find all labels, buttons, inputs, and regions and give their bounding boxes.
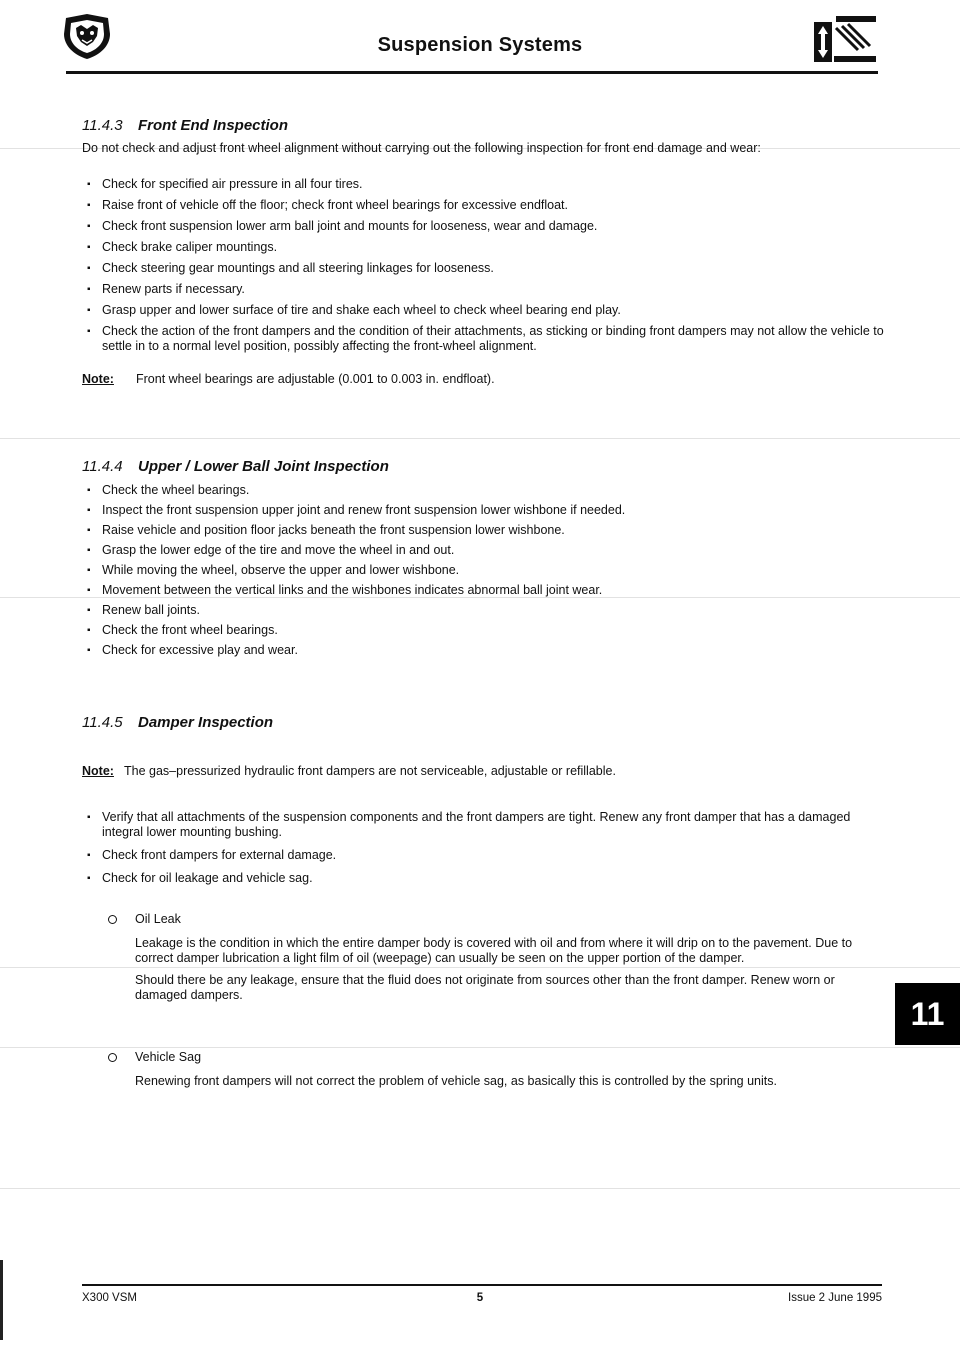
header-rule — [66, 71, 878, 74]
section-number: 11.4.5 — [82, 714, 123, 731]
note-label: Note: — [82, 764, 114, 778]
page-number: 5 — [476, 1292, 484, 1304]
section-heading-damper-inspection — [82, 714, 273, 731]
scan-line — [0, 1188, 960, 1189]
list-item: ▪ Check for oil leakage and vehicle sag. — [82, 871, 884, 886]
list-item: ▪ Check front suspension lower arm ball joint and mounts for looseness, wear and damage. — [82, 219, 884, 234]
sub-item-paragraph: Leakage is the condition in which the entire damper body is covered with oil and from where it will drip on to the pavement. Due to correct damper lubrication a light film of oil (weepage) can usually be seen on the upper portion of the damper. — [135, 936, 853, 965]
chapter-tab: 11 — [895, 983, 960, 1045]
section-title: Damper Inspection — [138, 714, 274, 731]
section-number: 11.4.4 — [82, 458, 123, 475]
footer-doc-id: X300 VSM — [82, 1292, 137, 1304]
note-label: Note: — [82, 372, 114, 386]
footer-issue-date: Issue 2 June 1995 — [788, 1292, 882, 1304]
list-item: ▪ Check brake caliper mountings. — [82, 240, 884, 255]
list-item: ▪ Renew parts if necessary. — [82, 282, 884, 297]
note-text: Front wheel bearings are adjustable (0.001 to 0.003 in. endfloat). — [136, 372, 495, 386]
damper-note — [82, 764, 882, 778]
list-item: ▪ Check steering gear mountings and all steering linkages for looseness. — [82, 261, 884, 276]
sub-item-title: Vehicle Sag — [108, 1050, 884, 1065]
front-end-checklist — [82, 177, 884, 360]
sub-item-title: Oil Leak — [108, 912, 884, 927]
scan-edge-bar — [0, 1260, 3, 1340]
list-item: ▪ Check the front wheel bearings. — [82, 623, 884, 638]
list-item: ▪ Check for excessive play and wear. — [82, 643, 884, 658]
damper-checklist — [82, 810, 884, 894]
list-item: ▪ Grasp upper and lower surface of tire and shake each wheel to check wheel bearing end play. — [82, 303, 884, 318]
section-title: Upper / Lower Ball Joint Inspection — [138, 458, 389, 475]
scan-line — [0, 438, 960, 439]
sub-item-vehicle-sag — [108, 1050, 884, 1096]
list-item: ▪ Raise front of vehicle off the floor; check front wheel bearings for excessive endfloat. — [82, 198, 884, 213]
ball-joint-checklist — [82, 483, 884, 663]
section-heading-ball-joint-inspection — [82, 458, 389, 475]
list-item: ▪ Renew ball joints. — [82, 603, 884, 618]
list-item: ▪ Check the wheel bearings. — [82, 483, 884, 498]
section-heading-front-end-inspection — [82, 117, 288, 134]
footer-rule — [82, 1284, 882, 1286]
page-header-title: Suspension Systems — [377, 34, 583, 56]
list-item: ▪ Verify that all attachments of the suspension components and the front dampers are tight. Renew any front damper that has a damaged integral lower mounting bushing. — [82, 810, 884, 840]
list-item: ▪ Grasp the lower edge of the tire and move the wheel in and out. — [82, 543, 884, 558]
list-item: ▪ Inspect the front suspension upper joint and renew front suspension lower wishbone if needed. — [82, 503, 884, 518]
section-title: Front End Inspection — [138, 117, 288, 134]
suspension-section-icon — [812, 14, 878, 66]
scan-line — [0, 1047, 960, 1048]
sub-item-paragraph: Renewing front dampers will not correct the problem of vehicle sag, as basically this is controlled by the spring units. — [135, 1074, 777, 1088]
list-item: ▪ Check front dampers for external damage. — [82, 848, 884, 863]
list-item: ▪ Raise vehicle and position floor jacks beneath the front suspension lower wishbone. — [82, 523, 884, 538]
list-item: ▪ Check for specified air pressure in all four tires. — [82, 177, 884, 192]
note-text: The gas–pressurized hydraulic front dampers are not serviceable, adjustable or refillable. — [124, 764, 616, 778]
section-intro: Do not check and adjust front wheel alignment without carrying out the following inspection for front end damage and wear: — [82, 141, 761, 155]
sub-item-oil-leak — [108, 912, 884, 1010]
front-end-note — [82, 372, 882, 386]
list-item: ▪ While moving the wheel, observe the upper and lower wishbone. — [82, 563, 884, 578]
sub-item-paragraph: Should there be any leakage, ensure that the fluid does not originate from sources other than the front damper. Renew worn or damaged dampers. — [135, 973, 835, 1002]
list-item: ▪ Check the action of the front dampers and the condition of their attachments, as sticking or binding front dampers may not allow the vehicle to settle in to a normal level position, possibly affecting the front-wheel alignment. — [82, 324, 884, 354]
list-item: ▪ Movement between the vertical links and the wishbones indicates abnormal ball joint wear. — [82, 583, 884, 598]
section-number: 11.4.3 — [82, 117, 123, 134]
